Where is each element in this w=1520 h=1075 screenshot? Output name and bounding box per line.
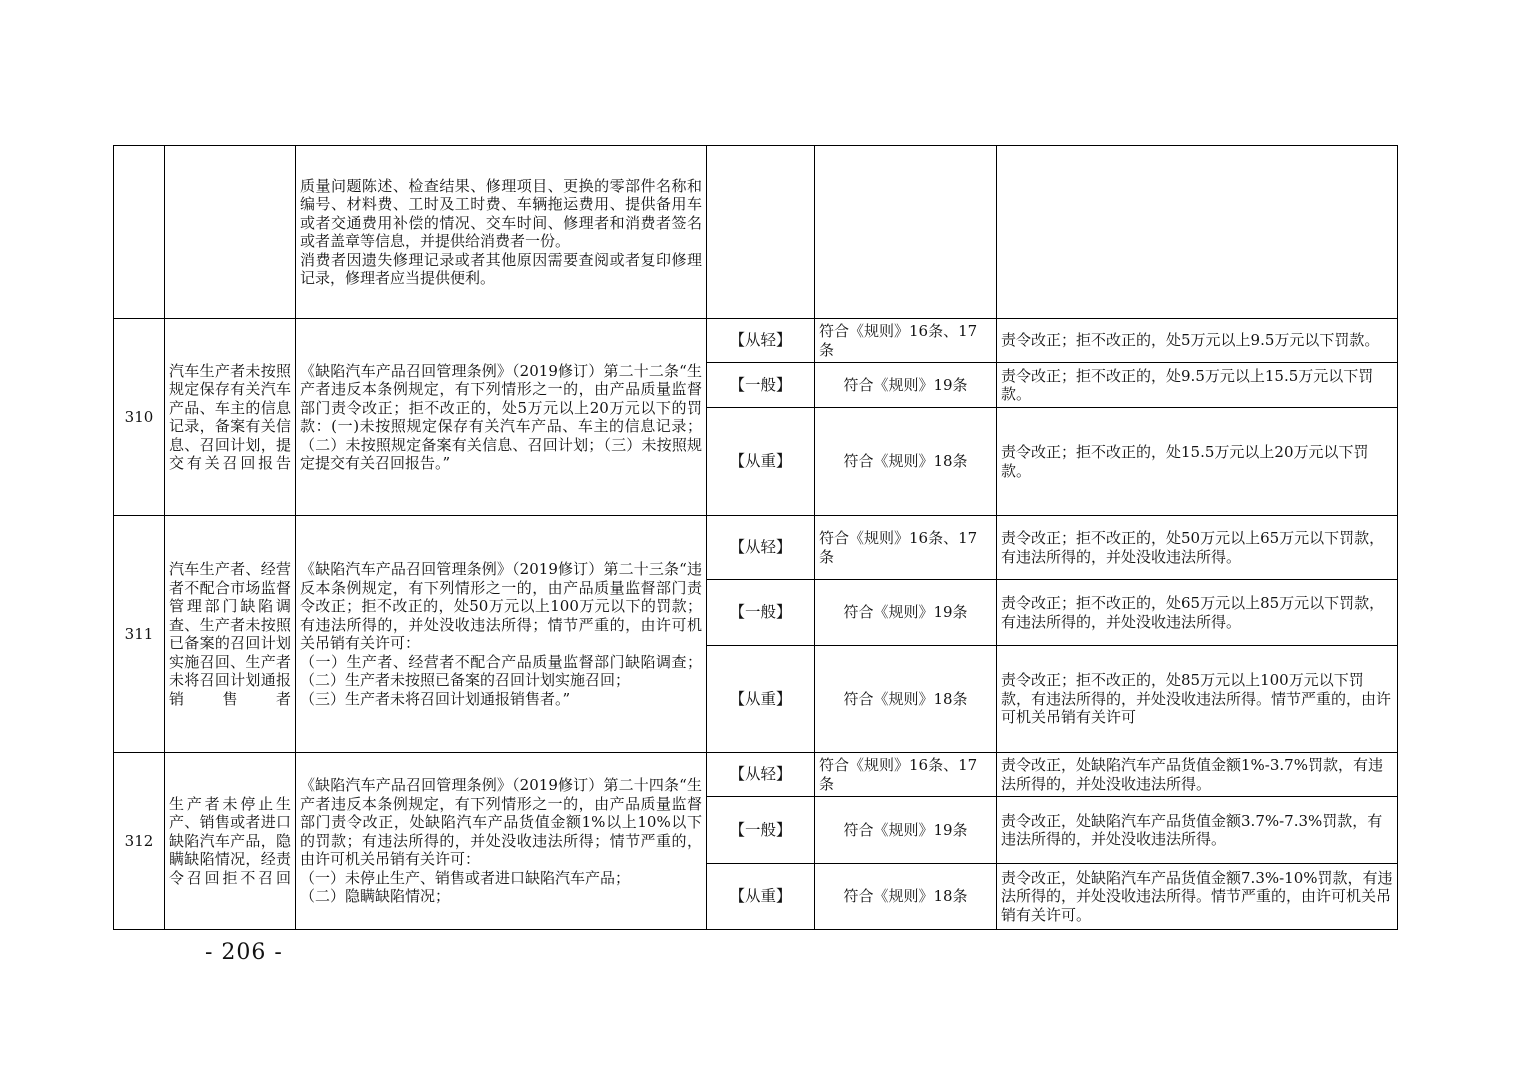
penalty-table-wrapper (113, 145, 1398, 930)
basis-paragraph: （一）未停止生产、销售或者进口缺陷汽车产品； (300, 868, 631, 887)
basis-paragraph: 消费者因遗失修理记录或者其他原因需要查阅或者复印修理记录，修理者应当提供便利。 (300, 250, 702, 287)
applicable-condition: 符合《规则》16条、17条 (815, 516, 997, 580)
penalty-standard: 责令改正；拒不改正的，处85万元以上100万元以下罚款，有违法所得的，并处没收违法所得。情节严重的，由许可机关吊销有关许可 (997, 646, 1398, 753)
penalty-table (113, 145, 1398, 930)
discretion-level: 【一般】 (707, 580, 815, 646)
applicable-condition: 符合《规则》19条 (815, 580, 997, 646)
item-number: 310 (114, 319, 165, 516)
penalty-standard: 责令改正；拒不改正的，处5万元以上9.5万元以下罚款。 (997, 319, 1398, 363)
violation-behavior: 汽车生产者、经营者不配合市场监督管理部门缺陷调查、生产者未按照已备案的召回计划实施召回、生产者未将召回计划通报销售者 (165, 516, 296, 753)
continuation-level-cell (707, 146, 815, 319)
applicable-condition: 符合《规则》18条 (815, 864, 997, 930)
page-number: - 206 - (205, 940, 283, 965)
legal-basis: 《缺陷汽车产品召回管理条例》（2019修订）第二十二条“生产者违反本条例规定，有下列情形之一的，由产品质量监督部门责令改正；拒不改正的，处5万元以上20万元以下的罚款：(一)未按照规定保存有关汽车产品、车主的信息记录；（二）未按照规定备案有关信息、召回计划；（三）未按照规定提交有关召回报告。” (296, 319, 707, 516)
applicable-condition: 符合《规则》19条 (815, 797, 997, 864)
table-row (114, 516, 1398, 580)
penalty-standard: 责令改正；拒不改正的，处65万元以上85万元以下罚款，有违法所得的，并处没收违法所得。 (997, 580, 1398, 646)
applicable-condition: 符合《规则》16条、17条 (815, 319, 997, 363)
item-number: 312 (114, 753, 165, 930)
penalty-standard: 责令改正，处缺陷汽车产品货值金额1%-3.7%罚款，有违法所得的，并处没收违法所得。 (997, 753, 1398, 797)
discretion-level: 【一般】 (707, 363, 815, 408)
legal-basis (296, 753, 707, 930)
penalty-standard: 责令改正；拒不改正的，处50万元以上65万元以下罚款，有违法所得的，并处没收违法所得。 (997, 516, 1398, 580)
continuation-row (114, 146, 1398, 319)
penalty-standard: 责令改正，处缺陷汽车产品货值金额3.7%-7.3%罚款，有违法所得的，并处没收违法所得。 (997, 797, 1398, 864)
applicable-condition: 符合《规则》16条、17条 (815, 753, 997, 797)
applicable-condition: 符合《规则》19条 (815, 363, 997, 408)
basis-paragraph: （三）生产者未将召回计划通报销售者。” (300, 689, 571, 708)
penalty-standard: 责令改正，处缺陷汽车产品货值金额7.3%-10%罚款，有违法所得的，并处没收违法所得。情节严重的，由许可机关吊销有关许可。 (997, 864, 1398, 930)
continuation-std-cell (997, 146, 1398, 319)
continuation-no-cell (114, 146, 165, 319)
basis-paragraph: （二）隐瞒缺陷情况； (300, 887, 451, 906)
applicable-condition: 符合《规则》18条 (815, 408, 997, 516)
violation-behavior: 生产者未停止生产、销售或者进口缺陷汽车产品，隐瞒缺陷情况，经责令召回拒不召回 (165, 753, 296, 930)
discretion-level: 【从重】 (707, 408, 815, 516)
penalty-standard: 责令改正；拒不改正的，处9.5万元以上15.5万元以下罚款。 (997, 363, 1398, 408)
basis-paragraph: 《缺陷汽车产品召回管理条例》（2019修订）第二十三条“违反本条例规定，有下列情形之一的，由产品质量监督部门责令改正；拒不改正的，处50万元以上100万元以下的罚款；有违法所得的，并处没收违法所得；情节严重的，由许可机关吊销有关许可： (300, 560, 702, 652)
basis-paragraph: 《缺陷汽车产品召回管理条例》（2019修订）第二十四条“生产者违反本条例规定，有下列情形之一的，由产品质量监督部门责令改正，处缺陷汽车产品货值金额1%以上10%以下的罚款；有违法所得的，并处没收违法所得；情节严重的，由许可机关吊销有关许可： (300, 776, 702, 869)
discretion-level: 【从轻】 (707, 319, 815, 363)
continuation-basis-cell (296, 146, 707, 319)
applicable-condition: 符合《规则》18条 (815, 646, 997, 753)
table-row (114, 753, 1398, 797)
discretion-level: 【从轻】 (707, 516, 815, 580)
discretion-level: 【一般】 (707, 797, 815, 864)
basis-paragraph: 质量问题陈述、检查结果、修理项目、更换的零部件名称和编号、材料费、工时及工时费、车辆拖运费用、提供备用车或者交通费用补偿的情况、交车时间、修理者和消费者签名或者盖章等信息，并提供给消费者一份。 (300, 176, 702, 250)
discretion-level: 【从重】 (707, 646, 815, 753)
legal-basis (296, 516, 707, 753)
continuation-behavior-cell (165, 146, 296, 319)
violation-behavior: 汽车生产者未按照规定保存有关汽车产品、车主的信息记录，备案有关信息、召回计划，提交有关召回报告 (165, 319, 296, 516)
continuation-cond-cell (815, 146, 997, 319)
discretion-level: 【从轻】 (707, 753, 815, 797)
penalty-standard: 责令改正；拒不改正的，处15.5万元以上20万元以下罚款。 (997, 408, 1398, 516)
item-number: 311 (114, 516, 165, 753)
table-row (114, 319, 1398, 363)
discretion-level: 【从重】 (707, 864, 815, 930)
basis-paragraph: （一）生产者、经营者不配合产品质量监督部门缺陷调查；（二）生产者未按照已备案的召回计划实施召回； (300, 652, 702, 689)
